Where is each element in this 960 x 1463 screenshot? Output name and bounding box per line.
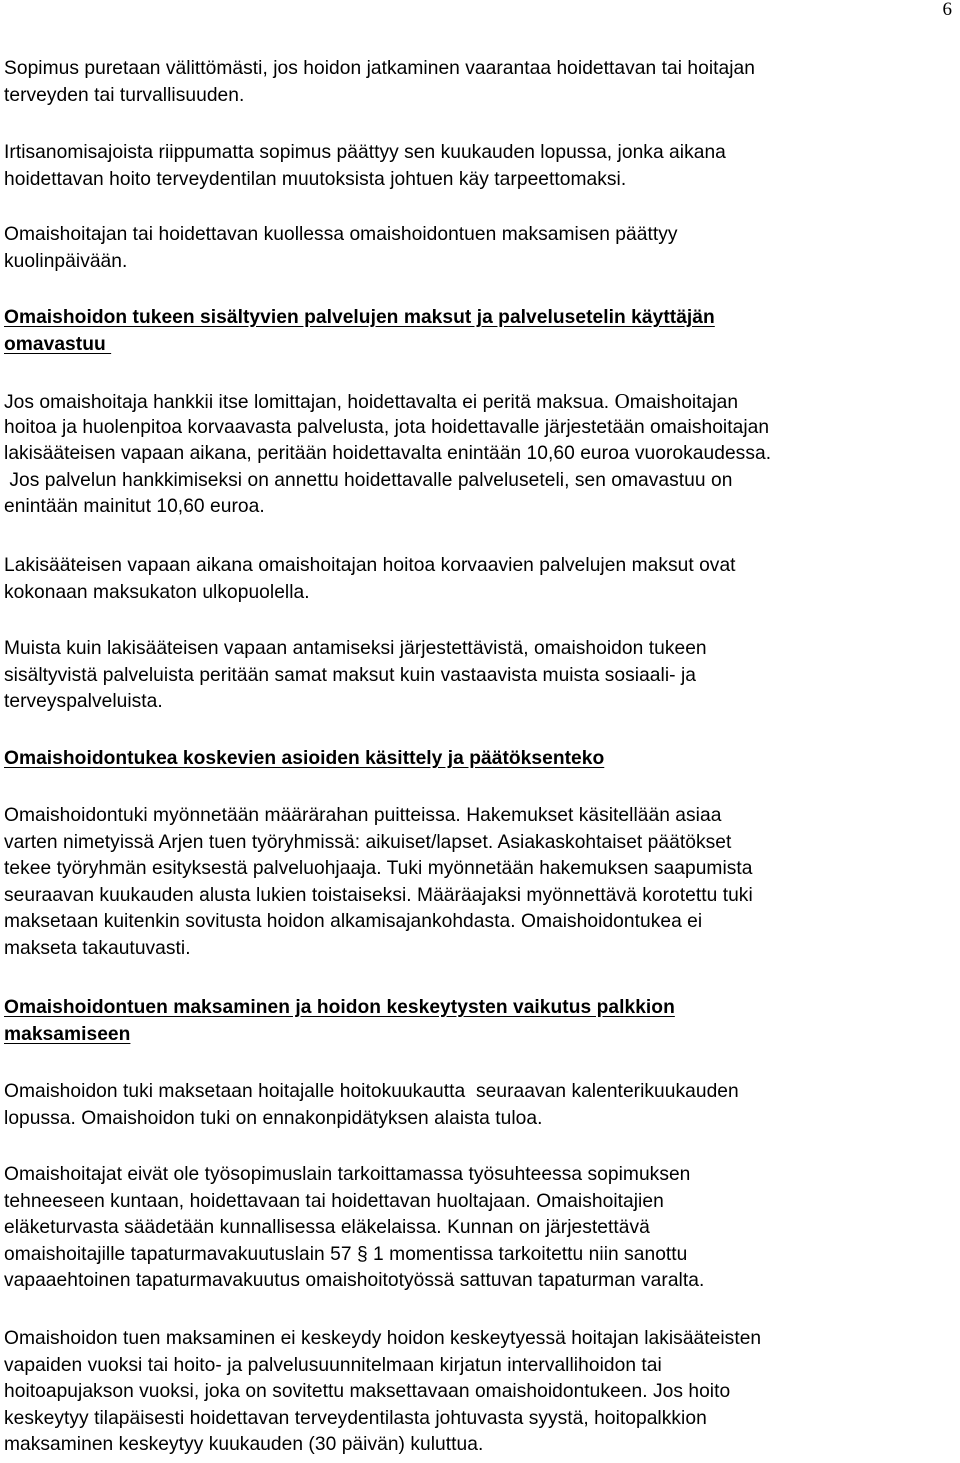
text-line: omaishoitajille tapaturmavakuutuslain 57 § 1 momentissa tarkoitettu niin sanottu	[4, 1243, 688, 1265]
paragraph-fee-cap	[4, 553, 954, 606]
text-line: terveyspalveluista.	[4, 691, 163, 712]
text-line: lakisääteisen vapaan aikana, peritään hoidettavalta enintään 10,60 euroa vuorokaudessa.	[4, 443, 772, 464]
text-line: hoitoa ja huolenpitoa korvaavasta palvelusta, jota hoidettavalle järjestetään omaishoitajan	[4, 416, 770, 438]
heading-line: Omaishoidon tukeen sisältyvien palvelujen maksut ja palvelusetelin käyttäjän	[4, 307, 715, 328]
text-line: varten nimetyissä Arjen tuen työryhmissä: aikuiset/lapset. Asiakaskohtaiset päätökset	[4, 831, 732, 853]
paragraph-termination-immediate	[4, 56, 954, 109]
text-line: sisältyvistä palveluista peritään samat maksut kuin vastaavista muista sosiaali- ja	[4, 664, 696, 686]
paragraph-employment-status	[4, 1162, 954, 1295]
paragraph-interruptions	[4, 1326, 954, 1459]
text-line: terveyden tai turvallisuuden.	[4, 84, 245, 106]
paragraph-payment-timing	[4, 1079, 954, 1132]
text-line: makseta takautuvasti.	[4, 937, 191, 959]
text-line: maksetaan kuitenkin sovitusta hoidon alkamisajankohdasta. Omaishoidontukea ei	[4, 911, 703, 932]
heading-line: omavastuu	[4, 333, 112, 355]
text-line: Irtisanomisajoista riippumatta sopimus päättyy sen kuukauden lopussa, jonka aikana	[4, 142, 726, 163]
heading-line: Omaishoidontukea koskevien asioiden käsittely ja päätöksenteko	[4, 748, 605, 769]
paragraph-decision-making	[4, 803, 954, 962]
section-heading-fees	[4, 305, 954, 358]
text-line	[4, 388, 954, 415]
text-segment: O	[614, 389, 630, 413]
section-heading-processing	[4, 746, 954, 773]
paragraph-other-services	[4, 636, 954, 716]
heading-line: Omaishoidontuen maksaminen ja hoidon keskeytysten vaikutus palkkion	[4, 997, 675, 1018]
text-line: vapaaehtoinen tapaturmavakuutus omaishoitotyössä sattuvan tapaturman varalta.	[4, 1270, 705, 1291]
text-line: eläketurvasta säädetään kunnallisessa eläkelaissa. Kunnan on järjestettävä	[4, 1217, 650, 1238]
text-line: enintään mainitut 10,60 euroa.	[4, 496, 265, 517]
text-line: lopussa. Omaishoidon tuki on ennakonpidätyksen alaista tuloa.	[4, 1107, 543, 1129]
paragraph-death-ending	[4, 222, 954, 275]
text-line: Omaishoitajat eivät ole työsopimuslain tarkoittamassa työsuhteessa sopimuksen	[4, 1164, 691, 1185]
text-line: hoitoapujakson vuoksi, joka on sovitettu maksettavaan omaishoidontukeen. Jos hoito	[4, 1381, 731, 1402]
section-heading-payment	[4, 995, 954, 1048]
text-line: Omaishoidontuki myönnetään määrärahan puitteissa. Hakemukset käsitellään asiaa	[4, 805, 722, 826]
text-line: seuraavan kuukauden alusta lukien toistaiseksi. Määräajaksi myönnettävä korotettu tuki	[4, 884, 753, 906]
text-line: Muista kuin lakisääteisen vapaan antamiseksi järjestettävistä, omaishoidon tukeen	[4, 638, 707, 659]
text-line: Omaishoitajan tai hoidettavan kuollessa omaishoidontuen maksamisen päättyy	[4, 224, 678, 245]
text-line: kuolinpäivään.	[4, 250, 128, 272]
text-line: Omaishoidon tuki maksetaan hoitajalle hoitokuukautta seuraavan kalenterikuukauden	[4, 1081, 739, 1102]
text-line: maksaminen keskeytyy kuukauden (30 päivän) kuluttua.	[4, 1434, 484, 1455]
text-segment: maishoitajan	[629, 392, 739, 413]
paragraph-substitute-fees	[4, 388, 954, 521]
text-segment: Jos omaishoitaja hankkii itse lomittajan, hoidettavalta ei peritä maksua.	[4, 392, 615, 413]
text-line: vapaiden vuoksi tai hoito- ja palvelusuunnitelmaan kirjatun intervallihoidon tai	[4, 1354, 662, 1376]
text-line: tekee työryhmän esityksestä palveluohjaaja. Tuki myönnetään hakemuksen saapumista	[4, 858, 753, 879]
text-line: kokonaan maksukaton ulkopuolella.	[4, 581, 310, 603]
text-line: Sopimus puretaan välittömästi, jos hoidon jatkaminen vaarantaa hoidettavan tai hoitajan	[4, 58, 755, 79]
text-line: hoidettavan hoito terveydentilan muutoksista johtuen käy tarpeettomaksi.	[4, 168, 627, 190]
text-line: Jos palvelun hankkimiseksi on annettu hoidettavalle palveluseteli, sen omavastuu on	[4, 469, 733, 491]
text-line: Lakisääteisen vapaan aikana omaishoitajan hoitoa korvaavien palvelujen maksut ovat	[4, 555, 736, 576]
text-line: Omaishoidon tuen maksaminen ei keskeydy hoidon keskeytyessä hoitajan lakisääteisten	[4, 1328, 762, 1349]
text-line: keskeytyy tilapäisesti hoidettavan terveydentilasta johtuvasta syystä, hoitopalkkion	[4, 1407, 707, 1429]
page-number: 6	[942, 0, 952, 20]
text-line: tehneeseen kuntaan, hoidettavaan tai hoidettavan huoltajaan. Omaishoitajien	[4, 1190, 664, 1212]
heading-line: maksamiseen	[4, 1023, 131, 1045]
paragraph-termination-month-end	[4, 140, 954, 193]
